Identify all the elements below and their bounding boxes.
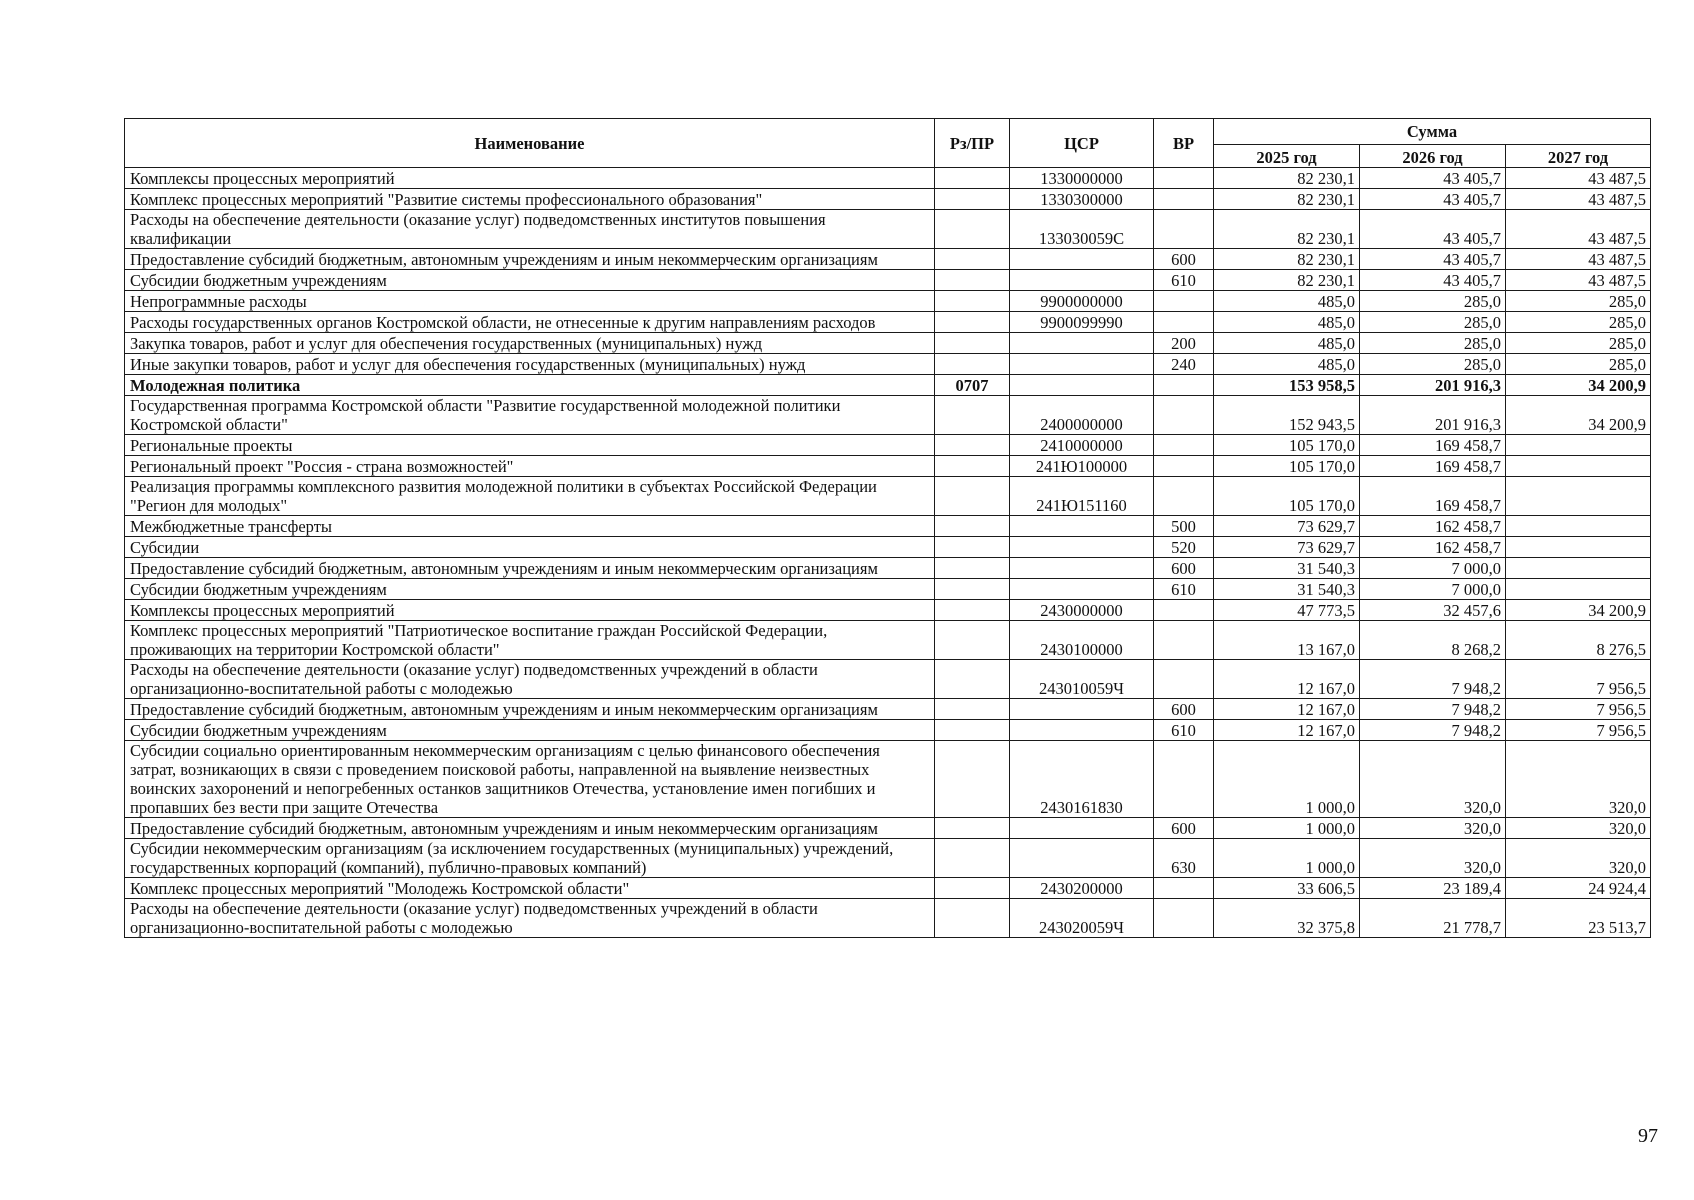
table-row	[125, 210, 1651, 249]
row-vr	[1154, 168, 1214, 189]
table-row	[125, 189, 1651, 210]
table-header	[125, 119, 1651, 168]
row-csr: 9900000000	[1010, 291, 1154, 312]
row-rz-pr	[935, 354, 1010, 375]
row-vr: 610	[1154, 270, 1214, 291]
row-vr	[1154, 312, 1214, 333]
row-sum-2027	[1506, 558, 1651, 579]
row-sum-2025: 485,0	[1214, 291, 1360, 312]
row-vr	[1154, 660, 1214, 699]
page-number: 97	[1638, 1125, 1658, 1147]
row-sum-2025: 33 606,5	[1214, 878, 1360, 899]
table-row	[125, 741, 1651, 818]
row-vr	[1154, 456, 1214, 477]
header-name: Наименование	[125, 119, 935, 168]
row-sum-2027	[1506, 435, 1651, 456]
row-rz-pr	[935, 477, 1010, 516]
row-sum-2027: 320,0	[1506, 818, 1651, 839]
row-name: Расходы на обеспечение деятельности (оказание услуг) подведомственных учреждений в области организационно-воспитательной работы с молодежью	[125, 660, 935, 699]
row-rz-pr	[935, 435, 1010, 456]
row-sum-2026: 320,0	[1360, 839, 1506, 878]
row-sum-2026: 7 000,0	[1360, 558, 1506, 579]
row-rz-pr: 0707	[935, 375, 1010, 396]
row-sum-2026: 23 189,4	[1360, 878, 1506, 899]
row-name: Предоставление субсидий бюджетным, автономным учреждениям и иным некоммерческим организациям	[125, 818, 935, 839]
header-year-2026: 2026 год	[1360, 144, 1506, 167]
row-sum-2027	[1506, 579, 1651, 600]
row-sum-2025: 485,0	[1214, 333, 1360, 354]
table-row	[125, 249, 1651, 270]
row-name: Комплекс процессных мероприятий "Развитие системы профессионального образования"	[125, 189, 935, 210]
row-sum-2025: 73 629,7	[1214, 537, 1360, 558]
row-vr	[1154, 435, 1214, 456]
row-sum-2026: 43 405,7	[1360, 249, 1506, 270]
row-vr	[1154, 600, 1214, 621]
row-sum-2027	[1506, 456, 1651, 477]
row-rz-pr	[935, 699, 1010, 720]
row-csr: 2430161830	[1010, 741, 1154, 818]
row-rz-pr	[935, 558, 1010, 579]
row-sum-2027: 7 956,5	[1506, 660, 1651, 699]
table-row	[125, 456, 1651, 477]
row-csr: 2410000000	[1010, 435, 1154, 456]
row-sum-2025: 1 000,0	[1214, 818, 1360, 839]
row-sum-2025: 485,0	[1214, 354, 1360, 375]
row-sum-2026: 285,0	[1360, 291, 1506, 312]
row-name: Предоставление субсидий бюджетным, автономным учреждениям и иным некоммерческим организациям	[125, 249, 935, 270]
row-sum-2025: 1 000,0	[1214, 741, 1360, 818]
row-vr: 610	[1154, 720, 1214, 741]
table-row	[125, 375, 1651, 396]
row-name: Реализация программы комплексного развития молодежной политики в субъектах Российской Федерации "Регион для молодых"	[125, 477, 935, 516]
row-rz-pr	[935, 899, 1010, 938]
row-sum-2027: 43 487,5	[1506, 168, 1651, 189]
row-sum-2026: 285,0	[1360, 312, 1506, 333]
row-name: Комплекс процессных мероприятий "Патриотическое воспитание граждан Российской Федерации, проживающих на территории Костромской области"	[125, 621, 935, 660]
row-sum-2026: 7 000,0	[1360, 579, 1506, 600]
table-row	[125, 899, 1651, 938]
row-sum-2025: 82 230,1	[1214, 249, 1360, 270]
row-name: Субсидии социально ориентированным некоммерческим организациям с целью финансового обеспечения затрат, возникающих в связи с проведением поисковой работы, направленной на выявление неизвестных воинских захоронений и непогребенных останков защитников Отечества, установление имен погибших и пропавших без вести при защите Отечества	[125, 741, 935, 818]
row-csr	[1010, 537, 1154, 558]
row-sum-2025: 105 170,0	[1214, 435, 1360, 456]
row-rz-pr	[935, 720, 1010, 741]
table-row	[125, 354, 1651, 375]
row-csr	[1010, 558, 1154, 579]
row-sum-2025: 13 167,0	[1214, 621, 1360, 660]
table-row	[125, 600, 1651, 621]
row-sum-2025: 32 375,8	[1214, 899, 1360, 938]
table-row	[125, 435, 1651, 456]
row-sum-2025: 153 958,5	[1214, 375, 1360, 396]
row-sum-2027	[1506, 516, 1651, 537]
row-sum-2027	[1506, 477, 1651, 516]
row-name: Субсидии бюджетным учреждениям	[125, 270, 935, 291]
row-rz-pr	[935, 537, 1010, 558]
header-year-2025: 2025 год	[1214, 144, 1360, 167]
row-vr	[1154, 621, 1214, 660]
row-name: Субсидии	[125, 537, 935, 558]
budget-table	[124, 118, 1651, 938]
row-rz-pr	[935, 660, 1010, 699]
row-csr	[1010, 720, 1154, 741]
row-sum-2025: 105 170,0	[1214, 477, 1360, 516]
row-sum-2027	[1506, 537, 1651, 558]
table-row	[125, 579, 1651, 600]
row-vr	[1154, 878, 1214, 899]
row-vr: 200	[1154, 333, 1214, 354]
table-row	[125, 621, 1651, 660]
row-rz-pr	[935, 456, 1010, 477]
row-sum-2025: 12 167,0	[1214, 720, 1360, 741]
row-rz-pr	[935, 741, 1010, 818]
row-sum-2027: 43 487,5	[1506, 249, 1651, 270]
row-csr	[1010, 375, 1154, 396]
row-sum-2026: 320,0	[1360, 741, 1506, 818]
row-csr: 9900099990	[1010, 312, 1154, 333]
row-sum-2025: 485,0	[1214, 312, 1360, 333]
row-csr: 133030059С	[1010, 210, 1154, 249]
row-csr: 2400000000	[1010, 396, 1154, 435]
row-csr	[1010, 270, 1154, 291]
table-body	[125, 168, 1651, 938]
header-sum: Сумма	[1214, 119, 1651, 145]
table-row	[125, 537, 1651, 558]
header-year-2027: 2027 год	[1506, 144, 1651, 167]
row-sum-2026: 7 948,2	[1360, 720, 1506, 741]
row-name: Региональные проекты	[125, 435, 935, 456]
row-name: Расходы на обеспечение деятельности (оказание услуг) подведомственных институтов повышения квалификации	[125, 210, 935, 249]
row-sum-2026: 43 405,7	[1360, 189, 1506, 210]
row-vr	[1154, 375, 1214, 396]
row-vr: 630	[1154, 839, 1214, 878]
row-name: Расходы на обеспечение деятельности (оказание услуг) подведомственных учреждений в области организационно-воспитательной работы с молодежью	[125, 899, 935, 938]
header-rz-pr: Рз/ПР	[935, 119, 1010, 168]
table-row	[125, 291, 1651, 312]
row-sum-2027: 43 487,5	[1506, 189, 1651, 210]
row-sum-2027: 7 956,5	[1506, 699, 1651, 720]
row-sum-2026: 32 457,6	[1360, 600, 1506, 621]
row-sum-2027: 24 924,4	[1506, 878, 1651, 899]
row-sum-2027: 43 487,5	[1506, 210, 1651, 249]
table-row	[125, 516, 1651, 537]
row-sum-2026: 43 405,7	[1360, 270, 1506, 291]
row-vr	[1154, 477, 1214, 516]
row-sum-2025: 12 167,0	[1214, 660, 1360, 699]
row-csr	[1010, 699, 1154, 720]
row-name: Региональный проект "Россия - страна возможностей"	[125, 456, 935, 477]
row-sum-2025: 82 230,1	[1214, 168, 1360, 189]
row-sum-2025: 105 170,0	[1214, 456, 1360, 477]
row-vr	[1154, 189, 1214, 210]
row-csr	[1010, 579, 1154, 600]
row-csr: 2430200000	[1010, 878, 1154, 899]
row-vr: 600	[1154, 699, 1214, 720]
row-sum-2026: 169 458,7	[1360, 435, 1506, 456]
row-sum-2026: 320,0	[1360, 818, 1506, 839]
row-csr: 241Ю100000	[1010, 456, 1154, 477]
row-sum-2026: 169 458,7	[1360, 456, 1506, 477]
row-sum-2026: 7 948,2	[1360, 660, 1506, 699]
row-name: Молодежная политика	[125, 375, 935, 396]
row-name: Иные закупки товаров, работ и услуг для обеспечения государственных (муниципальных) нужд	[125, 354, 935, 375]
row-sum-2027: 285,0	[1506, 354, 1651, 375]
row-sum-2025: 31 540,3	[1214, 558, 1360, 579]
row-sum-2027: 34 200,9	[1506, 396, 1651, 435]
row-vr: 600	[1154, 818, 1214, 839]
row-csr	[1010, 516, 1154, 537]
row-csr	[1010, 249, 1154, 270]
row-rz-pr	[935, 516, 1010, 537]
row-rz-pr	[935, 333, 1010, 354]
row-rz-pr	[935, 818, 1010, 839]
row-vr	[1154, 899, 1214, 938]
row-vr: 500	[1154, 516, 1214, 537]
row-sum-2025: 82 230,1	[1214, 270, 1360, 291]
row-name: Расходы государственных органов Костромской области, не отнесенные к другим направлениям расходов	[125, 312, 935, 333]
row-name: Закупка товаров, работ и услуг для обеспечения государственных (муниципальных) нужд	[125, 333, 935, 354]
row-sum-2026: 43 405,7	[1360, 168, 1506, 189]
row-csr: 1330000000	[1010, 168, 1154, 189]
table-row	[125, 270, 1651, 291]
row-sum-2027: 320,0	[1506, 839, 1651, 878]
row-name: Предоставление субсидий бюджетным, автономным учреждениям и иным некоммерческим организациям	[125, 558, 935, 579]
row-sum-2026: 43 405,7	[1360, 210, 1506, 249]
row-csr	[1010, 818, 1154, 839]
row-sum-2025: 82 230,1	[1214, 189, 1360, 210]
row-name: Комплексы процессных мероприятий	[125, 168, 935, 189]
row-name: Межбюджетные трансферты	[125, 516, 935, 537]
row-sum-2027: 285,0	[1506, 312, 1651, 333]
row-name: Субсидии бюджетным учреждениям	[125, 720, 935, 741]
row-rz-pr	[935, 878, 1010, 899]
row-rz-pr	[935, 600, 1010, 621]
table-row	[125, 878, 1651, 899]
row-vr: 600	[1154, 558, 1214, 579]
row-name: Субсидии некоммерческим организациям (за исключением государственных (муниципальных) учреждений, государственных корпораций (компаний), публично-правовых компаний)	[125, 839, 935, 878]
row-sum-2026: 162 458,7	[1360, 537, 1506, 558]
row-sum-2025: 47 773,5	[1214, 600, 1360, 621]
table-row	[125, 168, 1651, 189]
row-sum-2027: 23 513,7	[1506, 899, 1651, 938]
table-row	[125, 477, 1651, 516]
header-csr: ЦСР	[1010, 119, 1154, 168]
row-vr	[1154, 741, 1214, 818]
row-rz-pr	[935, 210, 1010, 249]
row-sum-2026: 201 916,3	[1360, 375, 1506, 396]
table-row	[125, 660, 1651, 699]
row-csr: 2430000000	[1010, 600, 1154, 621]
row-sum-2027: 285,0	[1506, 333, 1651, 354]
row-rz-pr	[935, 312, 1010, 333]
row-rz-pr	[935, 579, 1010, 600]
row-csr: 1330300000	[1010, 189, 1154, 210]
budget-table-sheet	[124, 118, 1650, 938]
row-csr	[1010, 354, 1154, 375]
row-rz-pr	[935, 249, 1010, 270]
table-row	[125, 839, 1651, 878]
row-sum-2027: 34 200,9	[1506, 375, 1651, 396]
row-vr: 240	[1154, 354, 1214, 375]
table-row	[125, 720, 1651, 741]
row-name: Государственная программа Костромской области "Развитие государственной молодежной политики Костромской области"	[125, 396, 935, 435]
row-sum-2026: 285,0	[1360, 354, 1506, 375]
row-csr	[1010, 333, 1154, 354]
row-sum-2026: 169 458,7	[1360, 477, 1506, 516]
row-sum-2027: 34 200,9	[1506, 600, 1651, 621]
row-sum-2027: 43 487,5	[1506, 270, 1651, 291]
table-row	[125, 396, 1651, 435]
table-row	[125, 558, 1651, 579]
row-name: Субсидии бюджетным учреждениям	[125, 579, 935, 600]
row-sum-2025: 73 629,7	[1214, 516, 1360, 537]
row-csr: 241Ю151160	[1010, 477, 1154, 516]
row-sum-2027: 320,0	[1506, 741, 1651, 818]
row-csr: 243020059Ч	[1010, 899, 1154, 938]
row-sum-2027: 8 276,5	[1506, 621, 1651, 660]
row-sum-2025: 152 943,5	[1214, 396, 1360, 435]
row-sum-2027: 285,0	[1506, 291, 1651, 312]
row-csr	[1010, 839, 1154, 878]
row-sum-2026: 162 458,7	[1360, 516, 1506, 537]
row-sum-2026: 285,0	[1360, 333, 1506, 354]
row-sum-2026: 21 778,7	[1360, 899, 1506, 938]
header-vr: ВР	[1154, 119, 1214, 168]
row-sum-2027: 7 956,5	[1506, 720, 1651, 741]
row-vr	[1154, 396, 1214, 435]
row-name: Предоставление субсидий бюджетным, автономным учреждениям и иным некоммерческим организациям	[125, 699, 935, 720]
row-sum-2026: 7 948,2	[1360, 699, 1506, 720]
row-rz-pr	[935, 168, 1010, 189]
row-sum-2025: 31 540,3	[1214, 579, 1360, 600]
row-name: Комплексы процессных мероприятий	[125, 600, 935, 621]
row-sum-2026: 8 268,2	[1360, 621, 1506, 660]
row-vr: 600	[1154, 249, 1214, 270]
table-row	[125, 312, 1651, 333]
row-vr: 520	[1154, 537, 1214, 558]
row-rz-pr	[935, 291, 1010, 312]
table-row	[125, 818, 1651, 839]
row-rz-pr	[935, 396, 1010, 435]
row-vr	[1154, 291, 1214, 312]
row-vr: 610	[1154, 579, 1214, 600]
row-rz-pr	[935, 621, 1010, 660]
row-sum-2026: 201 916,3	[1360, 396, 1506, 435]
row-name: Непрограммные расходы	[125, 291, 935, 312]
row-sum-2025: 82 230,1	[1214, 210, 1360, 249]
row-vr	[1154, 210, 1214, 249]
row-csr: 2430100000	[1010, 621, 1154, 660]
row-rz-pr	[935, 270, 1010, 291]
row-name: Комплекс процессных мероприятий "Молодежь Костромской области"	[125, 878, 935, 899]
row-rz-pr	[935, 839, 1010, 878]
table-row	[125, 699, 1651, 720]
row-rz-pr	[935, 189, 1010, 210]
row-sum-2025: 1 000,0	[1214, 839, 1360, 878]
table-row	[125, 333, 1651, 354]
row-sum-2025: 12 167,0	[1214, 699, 1360, 720]
row-csr: 243010059Ч	[1010, 660, 1154, 699]
